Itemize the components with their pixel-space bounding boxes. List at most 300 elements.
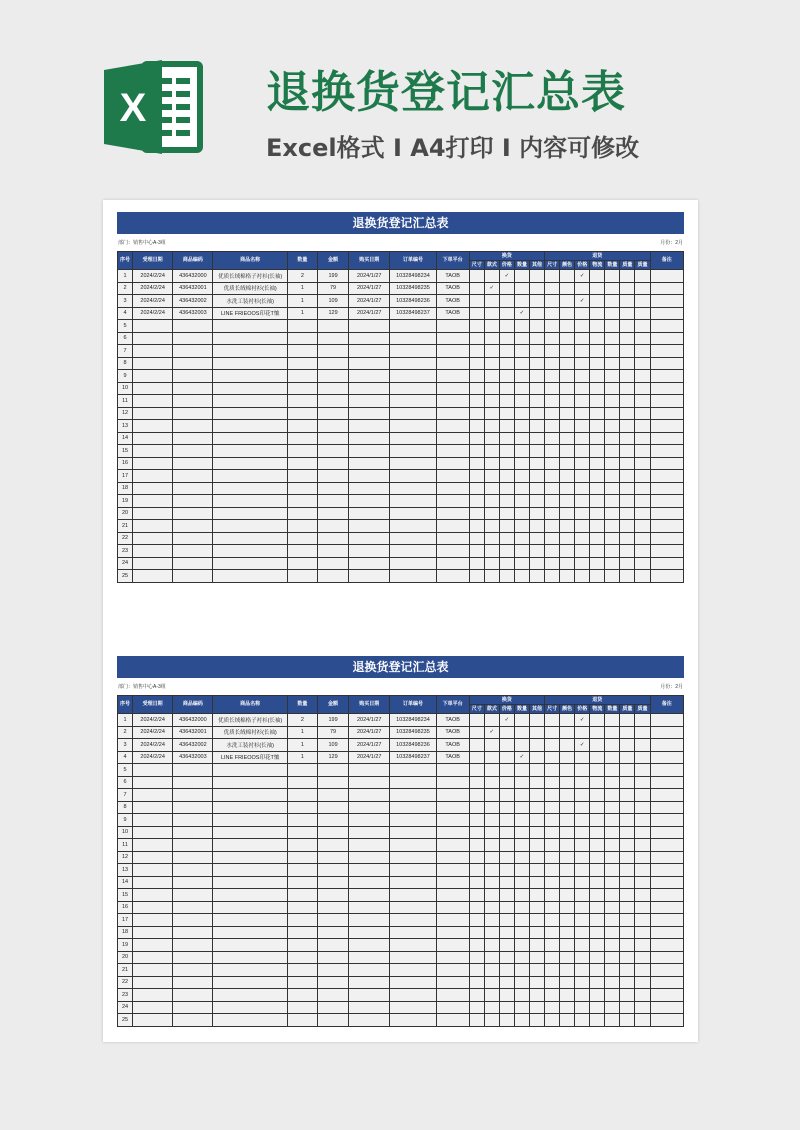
return-check-cell[interactable] (620, 1001, 635, 1014)
return-check-cell[interactable] (590, 764, 605, 777)
cell-amount[interactable] (317, 495, 348, 508)
exchange-check-cell[interactable] (514, 482, 529, 495)
cell-amount[interactable] (317, 839, 348, 852)
cell-seq[interactable]: 2 (118, 726, 133, 739)
cell-note[interactable] (650, 1014, 683, 1027)
exchange-check-cell[interactable] (499, 851, 514, 864)
cell-qty[interactable] (287, 495, 317, 508)
return-check-cell[interactable] (575, 776, 590, 789)
cell-seq[interactable]: 12 (118, 851, 133, 864)
cell-seq[interactable]: 23 (118, 989, 133, 1002)
cell-accept-date[interactable] (133, 1014, 173, 1027)
exchange-check-cell[interactable] (529, 495, 544, 508)
cell-product-code[interactable] (173, 914, 213, 927)
return-check-cell[interactable] (560, 432, 575, 445)
cell-order-no[interactable] (390, 864, 436, 877)
return-check-cell[interactable] (590, 357, 605, 370)
cell-platform[interactable] (436, 976, 469, 989)
cell-product-code[interactable] (173, 889, 213, 902)
cell-qty[interactable] (287, 407, 317, 420)
exchange-check-cell[interactable] (529, 889, 544, 902)
return-check-cell[interactable] (545, 814, 560, 827)
cell-qty[interactable]: 1 (287, 751, 317, 764)
exchange-check-cell[interactable] (484, 470, 499, 483)
exchange-check-cell[interactable] (499, 557, 514, 570)
cell-order-no[interactable] (390, 939, 436, 952)
cell-note[interactable] (650, 320, 683, 333)
cell-order-no[interactable]: 10328498236 (390, 739, 436, 752)
cell-accept-date[interactable] (133, 407, 173, 420)
cell-product-name[interactable] (213, 395, 287, 408)
cell-amount[interactable] (317, 532, 348, 545)
return-check-cell[interactable] (635, 320, 650, 333)
exchange-check-cell[interactable] (469, 570, 484, 583)
exchange-check-cell[interactable] (529, 420, 544, 433)
cell-order-no[interactable] (390, 976, 436, 989)
return-check-cell[interactable] (605, 789, 620, 802)
cell-product-code[interactable] (173, 407, 213, 420)
return-check-cell[interactable] (590, 282, 605, 295)
exchange-check-cell[interactable] (484, 432, 499, 445)
cell-amount[interactable] (317, 914, 348, 927)
exchange-check-cell[interactable] (514, 532, 529, 545)
cell-buy-date[interactable] (349, 345, 390, 358)
cell-seq[interactable]: 21 (118, 520, 133, 533)
cell-seq[interactable]: 16 (118, 457, 133, 470)
cell-buy-date[interactable]: 2024/1/27 (349, 295, 390, 308)
exchange-check-cell[interactable] (469, 482, 484, 495)
cell-seq[interactable]: 17 (118, 470, 133, 483)
cell-accept-date[interactable] (133, 432, 173, 445)
cell-product-code[interactable] (173, 445, 213, 458)
return-check-cell[interactable] (620, 751, 635, 764)
cell-product-code[interactable] (173, 557, 213, 570)
exchange-check-cell[interactable] (469, 457, 484, 470)
return-check-cell[interactable] (635, 420, 650, 433)
return-check-cell[interactable] (575, 395, 590, 408)
return-check-cell[interactable] (590, 570, 605, 583)
return-check-cell[interactable] (635, 901, 650, 914)
cell-accept-date[interactable] (133, 789, 173, 802)
cell-product-name[interactable] (213, 914, 287, 927)
return-check-cell[interactable] (605, 989, 620, 1002)
exchange-check-cell[interactable] (499, 726, 514, 739)
return-check-cell[interactable] (620, 545, 635, 558)
exchange-check-cell[interactable] (469, 951, 484, 964)
cell-amount[interactable] (317, 1014, 348, 1027)
exchange-check-cell[interactable] (499, 776, 514, 789)
return-check-cell[interactable] (605, 507, 620, 520)
exchange-check-cell[interactable] (529, 345, 544, 358)
cell-accept-date[interactable] (133, 420, 173, 433)
cell-qty[interactable] (287, 432, 317, 445)
return-check-cell[interactable] (620, 395, 635, 408)
exchange-check-cell[interactable] (469, 926, 484, 939)
exchange-check-cell[interactable] (484, 395, 499, 408)
exchange-check-cell[interactable] (484, 1001, 499, 1014)
cell-order-no[interactable] (390, 520, 436, 533)
cell-seq[interactable]: 4 (118, 307, 133, 320)
return-check-cell[interactable] (560, 320, 575, 333)
return-check-cell[interactable] (620, 814, 635, 827)
return-check-cell[interactable] (545, 939, 560, 952)
return-check-cell[interactable] (545, 864, 560, 877)
cell-qty[interactable] (287, 951, 317, 964)
return-check-cell[interactable] (560, 939, 575, 952)
return-check-cell[interactable] (590, 901, 605, 914)
exchange-check-cell[interactable] (529, 826, 544, 839)
cell-order-no[interactable] (390, 445, 436, 458)
return-check-cell[interactable] (575, 332, 590, 345)
exchange-check-cell[interactable] (484, 557, 499, 570)
cell-product-code[interactable] (173, 839, 213, 852)
cell-product-name[interactable]: LINE FRIEOOS印花T恤 (213, 751, 287, 764)
exchange-check-cell[interactable] (529, 557, 544, 570)
return-check-cell[interactable] (620, 939, 635, 952)
exchange-check-cell[interactable]: ✓ (484, 726, 499, 739)
cell-product-name[interactable]: 水洗工装衬衫(长袖) (213, 295, 287, 308)
return-check-cell[interactable] (635, 826, 650, 839)
cell-seq[interactable]: 4 (118, 751, 133, 764)
return-check-cell[interactable] (590, 395, 605, 408)
cell-amount[interactable]: 129 (317, 751, 348, 764)
cell-buy-date[interactable] (349, 332, 390, 345)
cell-product-name[interactable]: 优质长绒棉格子衬衫(长袖) (213, 270, 287, 283)
cell-product-name[interactable] (213, 445, 287, 458)
return-check-cell[interactable] (590, 714, 605, 727)
exchange-check-cell[interactable] (484, 714, 499, 727)
cell-product-name[interactable] (213, 851, 287, 864)
exchange-check-cell[interactable] (484, 839, 499, 852)
cell-order-no[interactable] (390, 570, 436, 583)
cell-product-name[interactable] (213, 557, 287, 570)
cell-product-name[interactable] (213, 764, 287, 777)
exchange-check-cell[interactable] (469, 445, 484, 458)
exchange-check-cell[interactable] (529, 507, 544, 520)
return-check-cell[interactable] (560, 1001, 575, 1014)
cell-accept-date[interactable]: 2024/2/24 (133, 282, 173, 295)
cell-accept-date[interactable] (133, 557, 173, 570)
exchange-check-cell[interactable] (499, 989, 514, 1002)
return-check-cell[interactable] (590, 826, 605, 839)
return-check-cell[interactable] (635, 851, 650, 864)
cell-note[interactable] (650, 520, 683, 533)
cell-order-no[interactable] (390, 382, 436, 395)
cell-qty[interactable] (287, 470, 317, 483)
cell-qty[interactable] (287, 876, 317, 889)
return-check-cell[interactable] (605, 395, 620, 408)
cell-buy-date[interactable]: 2024/1/27 (349, 714, 390, 727)
cell-buy-date[interactable] (349, 901, 390, 914)
cell-platform[interactable] (436, 814, 469, 827)
return-check-cell[interactable] (590, 864, 605, 877)
return-check-cell[interactable] (560, 520, 575, 533)
return-check-cell[interactable] (560, 814, 575, 827)
return-check-cell[interactable] (620, 470, 635, 483)
cell-product-code[interactable] (173, 1001, 213, 1014)
cell-amount[interactable] (317, 482, 348, 495)
exchange-check-cell[interactable] (499, 345, 514, 358)
return-check-cell[interactable] (590, 939, 605, 952)
cell-seq[interactable]: 5 (118, 320, 133, 333)
return-check-cell[interactable] (590, 332, 605, 345)
exchange-check-cell[interactable] (499, 570, 514, 583)
exchange-check-cell[interactable] (469, 345, 484, 358)
return-check-cell[interactable] (635, 370, 650, 383)
return-check-cell[interactable] (545, 470, 560, 483)
cell-accept-date[interactable] (133, 345, 173, 358)
exchange-check-cell[interactable] (529, 714, 544, 727)
cell-platform[interactable]: TAOB (436, 739, 469, 752)
return-check-cell[interactable] (575, 1014, 590, 1027)
cell-note[interactable] (650, 926, 683, 939)
return-check-cell[interactable] (575, 482, 590, 495)
cell-qty[interactable] (287, 964, 317, 977)
exchange-check-cell[interactable] (529, 914, 544, 927)
return-check-cell[interactable] (545, 764, 560, 777)
cell-buy-date[interactable]: 2024/1/27 (349, 307, 390, 320)
return-check-cell[interactable] (605, 557, 620, 570)
exchange-check-cell[interactable] (529, 382, 544, 395)
cell-accept-date[interactable] (133, 839, 173, 852)
return-check-cell[interactable] (575, 926, 590, 939)
exchange-check-cell[interactable] (514, 914, 529, 927)
exchange-check-cell[interactable] (529, 789, 544, 802)
exchange-check-cell[interactable] (514, 976, 529, 989)
exchange-check-cell[interactable] (484, 370, 499, 383)
exchange-check-cell[interactable]: ✓ (484, 282, 499, 295)
cell-seq[interactable]: 22 (118, 976, 133, 989)
return-check-cell[interactable] (620, 320, 635, 333)
return-check-cell[interactable] (560, 764, 575, 777)
return-check-cell[interactable] (605, 307, 620, 320)
cell-amount[interactable] (317, 320, 348, 333)
exchange-check-cell[interactable] (484, 739, 499, 752)
exchange-check-cell[interactable] (529, 520, 544, 533)
cell-platform[interactable] (436, 826, 469, 839)
cell-note[interactable] (650, 357, 683, 370)
cell-platform[interactable] (436, 320, 469, 333)
cell-product-code[interactable]: 436432001 (173, 282, 213, 295)
return-check-cell[interactable] (605, 407, 620, 420)
cell-platform[interactable] (436, 520, 469, 533)
return-check-cell[interactable] (605, 332, 620, 345)
exchange-check-cell[interactable] (469, 307, 484, 320)
cell-product-code[interactable] (173, 764, 213, 777)
cell-qty[interactable]: 1 (287, 295, 317, 308)
return-check-cell[interactable] (605, 926, 620, 939)
exchange-check-cell[interactable] (514, 851, 529, 864)
return-check-cell[interactable] (635, 482, 650, 495)
return-check-cell[interactable] (605, 864, 620, 877)
return-check-cell[interactable] (560, 839, 575, 852)
cell-note[interactable] (650, 495, 683, 508)
return-check-cell[interactable] (575, 726, 590, 739)
exchange-check-cell[interactable] (499, 901, 514, 914)
cell-platform[interactable] (436, 445, 469, 458)
return-check-cell[interactable] (605, 482, 620, 495)
return-check-cell[interactable] (635, 332, 650, 345)
cell-seq[interactable]: 22 (118, 532, 133, 545)
exchange-check-cell[interactable] (514, 864, 529, 877)
exchange-check-cell[interactable] (514, 332, 529, 345)
return-check-cell[interactable] (635, 814, 650, 827)
cell-product-code[interactable] (173, 545, 213, 558)
exchange-check-cell[interactable] (469, 976, 484, 989)
cell-note[interactable] (650, 914, 683, 927)
cell-platform[interactable] (436, 382, 469, 395)
cell-platform[interactable] (436, 557, 469, 570)
cell-seq[interactable]: 14 (118, 876, 133, 889)
return-check-cell[interactable] (545, 332, 560, 345)
return-check-cell[interactable] (635, 939, 650, 952)
exchange-check-cell[interactable] (499, 432, 514, 445)
cell-platform[interactable] (436, 914, 469, 927)
cell-order-no[interactable] (390, 989, 436, 1002)
exchange-check-cell[interactable] (499, 914, 514, 927)
cell-amount[interactable] (317, 1001, 348, 1014)
exchange-check-cell[interactable] (469, 876, 484, 889)
return-check-cell[interactable] (545, 320, 560, 333)
cell-note[interactable] (650, 307, 683, 320)
exchange-check-cell[interactable] (514, 545, 529, 558)
exchange-check-cell[interactable] (529, 801, 544, 814)
cell-seq[interactable]: 17 (118, 914, 133, 927)
cell-amount[interactable] (317, 776, 348, 789)
cell-note[interactable] (650, 714, 683, 727)
cell-order-no[interactable]: 10328498237 (390, 751, 436, 764)
return-check-cell[interactable] (605, 470, 620, 483)
cell-amount[interactable] (317, 951, 348, 964)
cell-product-name[interactable] (213, 470, 287, 483)
return-check-cell[interactable] (635, 776, 650, 789)
return-check-cell[interactable] (605, 776, 620, 789)
return-check-cell[interactable] (635, 532, 650, 545)
cell-amount[interactable] (317, 432, 348, 445)
return-check-cell[interactable] (560, 457, 575, 470)
return-check-cell[interactable] (575, 307, 590, 320)
return-check-cell[interactable] (560, 889, 575, 902)
return-check-cell[interactable] (560, 507, 575, 520)
return-check-cell[interactable] (635, 357, 650, 370)
cell-note[interactable] (650, 445, 683, 458)
exchange-check-cell[interactable] (499, 1014, 514, 1027)
return-check-cell[interactable] (605, 545, 620, 558)
cell-order-no[interactable] (390, 557, 436, 570)
cell-order-no[interactable] (390, 495, 436, 508)
exchange-check-cell[interactable] (484, 764, 499, 777)
return-check-cell[interactable] (545, 557, 560, 570)
cell-product-name[interactable] (213, 495, 287, 508)
return-check-cell[interactable] (620, 482, 635, 495)
cell-accept-date[interactable] (133, 545, 173, 558)
cell-qty[interactable]: 2 (287, 270, 317, 283)
exchange-check-cell[interactable] (469, 714, 484, 727)
cell-product-name[interactable]: LINE FRIEOOS印花T恤 (213, 307, 287, 320)
exchange-check-cell[interactable] (484, 532, 499, 545)
exchange-check-cell[interactable] (529, 320, 544, 333)
cell-product-name[interactable] (213, 901, 287, 914)
return-check-cell[interactable] (560, 532, 575, 545)
return-check-cell[interactable] (620, 951, 635, 964)
return-check-cell[interactable] (620, 1014, 635, 1027)
exchange-check-cell[interactable] (484, 1014, 499, 1027)
cell-amount[interactable] (317, 976, 348, 989)
cell-seq[interactable]: 24 (118, 557, 133, 570)
return-check-cell[interactable] (620, 507, 635, 520)
cell-order-no[interactable]: 10328498236 (390, 295, 436, 308)
return-check-cell[interactable] (590, 926, 605, 939)
cell-note[interactable] (650, 939, 683, 952)
cell-amount[interactable] (317, 989, 348, 1002)
cell-amount[interactable]: 199 (317, 270, 348, 283)
exchange-check-cell[interactable] (484, 851, 499, 864)
return-check-cell[interactable] (605, 345, 620, 358)
cell-accept-date[interactable] (133, 964, 173, 977)
return-check-cell[interactable] (590, 507, 605, 520)
cell-buy-date[interactable] (349, 457, 390, 470)
cell-qty[interactable] (287, 507, 317, 520)
cell-amount[interactable] (317, 851, 348, 864)
cell-seq[interactable]: 5 (118, 764, 133, 777)
return-check-cell[interactable] (620, 520, 635, 533)
cell-product-code[interactable] (173, 370, 213, 383)
return-check-cell[interactable] (620, 964, 635, 977)
cell-buy-date[interactable] (349, 370, 390, 383)
cell-platform[interactable] (436, 495, 469, 508)
cell-product-name[interactable]: 水洗工装衬衫(长袖) (213, 739, 287, 752)
cell-qty[interactable] (287, 332, 317, 345)
return-check-cell[interactable] (560, 295, 575, 308)
return-check-cell[interactable] (545, 382, 560, 395)
exchange-check-cell[interactable] (499, 789, 514, 802)
cell-qty[interactable] (287, 776, 317, 789)
cell-buy-date[interactable]: 2024/1/27 (349, 270, 390, 283)
exchange-check-cell[interactable] (529, 370, 544, 383)
return-check-cell[interactable] (620, 570, 635, 583)
cell-buy-date[interactable] (349, 445, 390, 458)
return-check-cell[interactable] (560, 989, 575, 1002)
exchange-check-cell[interactable] (529, 739, 544, 752)
cell-product-name[interactable] (213, 382, 287, 395)
return-check-cell[interactable] (560, 1014, 575, 1027)
return-check-cell[interactable] (605, 976, 620, 989)
cell-note[interactable] (650, 570, 683, 583)
cell-seq[interactable]: 24 (118, 1001, 133, 1014)
exchange-check-cell[interactable] (529, 901, 544, 914)
cell-buy-date[interactable] (349, 951, 390, 964)
exchange-check-cell[interactable] (514, 939, 529, 952)
cell-product-code[interactable]: 436432003 (173, 751, 213, 764)
cell-platform[interactable] (436, 470, 469, 483)
cell-note[interactable] (650, 295, 683, 308)
return-check-cell[interactable] (605, 714, 620, 727)
exchange-check-cell[interactable] (469, 764, 484, 777)
exchange-check-cell[interactable] (484, 789, 499, 802)
return-check-cell[interactable] (590, 876, 605, 889)
cell-seq[interactable]: 11 (118, 839, 133, 852)
return-check-cell[interactable] (590, 320, 605, 333)
cell-qty[interactable] (287, 926, 317, 939)
cell-accept-date[interactable]: 2024/2/24 (133, 307, 173, 320)
cell-note[interactable] (650, 964, 683, 977)
exchange-check-cell[interactable] (514, 1014, 529, 1027)
exchange-check-cell[interactable] (484, 520, 499, 533)
exchange-check-cell[interactable] (529, 445, 544, 458)
cell-note[interactable] (650, 864, 683, 877)
exchange-check-cell[interactable] (484, 776, 499, 789)
cell-note[interactable] (650, 1001, 683, 1014)
